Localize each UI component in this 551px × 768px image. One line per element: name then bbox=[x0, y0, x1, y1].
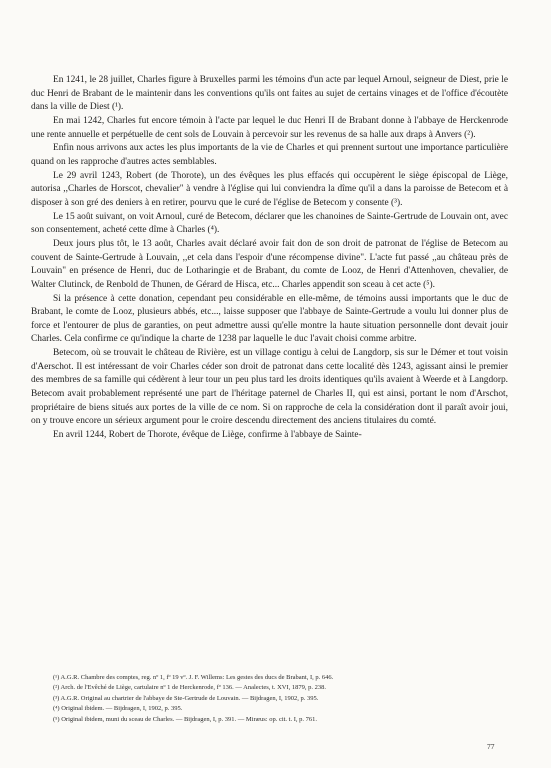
footnote: (³) A.G.R. Original au chartrier de l'abbaye de Ste-Gertrude de Louvain. — Bijdragen, I, 1902, p. 395. bbox=[53, 694, 319, 702]
paragraph: En mai 1242, Charles fut encore témoin à l'acte par lequel le duc Henri II de Brabant donne à l'abbaye de Herckenrode une rente annuelle et perpétuelle de cent sols de Louvain à percevoir sur les revenus de sa halle aux draps à Anvers (²). bbox=[31, 115, 508, 140]
paragraph: En avril 1244, Robert de Thorote, évêque de Liège, confirme à l'abbaye de Sainte- bbox=[53, 430, 362, 441]
footnote: (⁴) Original ibidem. — Bijdragen, I, 1902, p. 395. bbox=[53, 705, 183, 713]
paragraph: Le 15 août suivant, on voit Arnoul, curé de Betecom, déclarer que les chanoines de Sainte-Gertrude de Louvain ont, avec son consentement, acheté cette dîme à Charles (⁴). bbox=[31, 211, 508, 236]
page-number: 77 bbox=[487, 742, 495, 751]
paragraph: Deux jours plus tôt, le 13 août, Charles avait déclaré avoir fait don de son droit de patronat de l'église de Betecom au couvent de Sainte-Gertrude à Louvain, ,,et cela dans l'espoir d'une récompense divine". L'acte fut passé ,,au château près de Louvain" en présence de Henri, duc de Lotharingie et de Brabant, du comte de Looz, de Henri d'Attenhoven, chevalier, de Walter Clutinck, de Renbold de Thunen, de Gérard de Hisca, etc... Charles appendit son sceau à cet acte (⁵). bbox=[31, 238, 508, 290]
footnotes bbox=[31, 673, 508, 725]
paragraph: Enfin nous arrivons aux actes les plus importants de la vie de Charles et qui prennent surtout une importance particulière quand on les rapproche d'autres actes semblables. bbox=[31, 143, 508, 167]
footnote: (⁵) Original ibidem, muni du sceau de Charles. — Bijdragen, I, p. 391. — Miræus: op. cit. t. I, p. 761. bbox=[53, 715, 318, 723]
paragraph: En 1241, le 28 juillet, Charles figure à Bruxelles parmi les témoins d'un acte par lequel Arnoul, seigneur de Diest, prie le duc Henri de Brabant de le maintenir dans les conventions qu'ils ont faites au sujet de certains vinages et de l'office d'écoutète dans la ville de Diest (¹). bbox=[31, 75, 508, 113]
paragraph: Si la présence à cette donation, cependant peu considérable en elle-même, de témoins aussi importants que le duc de Brabant, le comte de Looz, plusieurs abbés, etc..., laisse supposer que l'abbaye de Sainte-Gertrude a voulu lui donner plus de force et l'entourer de plus de garanties, on peut admettre aussi qu'elle montre la haute situation personnelle dont devait jouir Charles. Cela confirme ce qu'indique la charte de 1238 par laquelle le duc l'avait choisi comme arbitre. bbox=[31, 293, 508, 345]
body-text bbox=[31, 74, 508, 443]
footnote: (¹) A.G.R. Chambre des comptes, reg. nº 1, fº 19 vº. J. F. Willems: Les gestes des ducs de Brabant, I, p. 646. bbox=[53, 674, 334, 681]
paragraph: Le 29 avril 1243, Robert (de Thorote), un des évêques les plus effacés qui occupèrent le siège épiscopal de Liège, autorisa ,,Charles de Horscot, chevalier" à vendre à l'église qui lui conviendra la dîme qu'il a dans la paroisse de Betecom et à disposer à son gré des deniers à en retirer, pourvu que le curé de l'église de Betecom y consente (³). bbox=[31, 170, 508, 208]
paragraph: Betecom, où se trouvait le château de Rivière, est un village contigu à celui de Langdorp, sis sur le Démer et tout voisin d'Aerschot. Il est intéressant de voir Charles céder son droit de patronat dans cette localité dès 1243, agissant ainsi le premier des membres de sa famille qui cédèrent à leur tour un peu plus tard les droits identiques qu'ils avaient à Weerde et à Langdorp. Betecom avait probablement représenté une part de l'héritage paternel de Charles II, qui est ainsi, portant le nom d'Arschot, propriétaire de biens situés aux portes de la ville de ce nom. Si on rapproche de cela la considération dont il paraît avoir joui, on y trouve encore un sérieux argument pour le croire descendu directement des anciens titulaires du comté. bbox=[31, 348, 508, 427]
footnote: (²) Arch. de l'Evêché de Liège, cartulaire nº 1 de Herckenrode, fº 136. — Analectes, t. XVI, 1879, p. 238. bbox=[53, 684, 327, 692]
